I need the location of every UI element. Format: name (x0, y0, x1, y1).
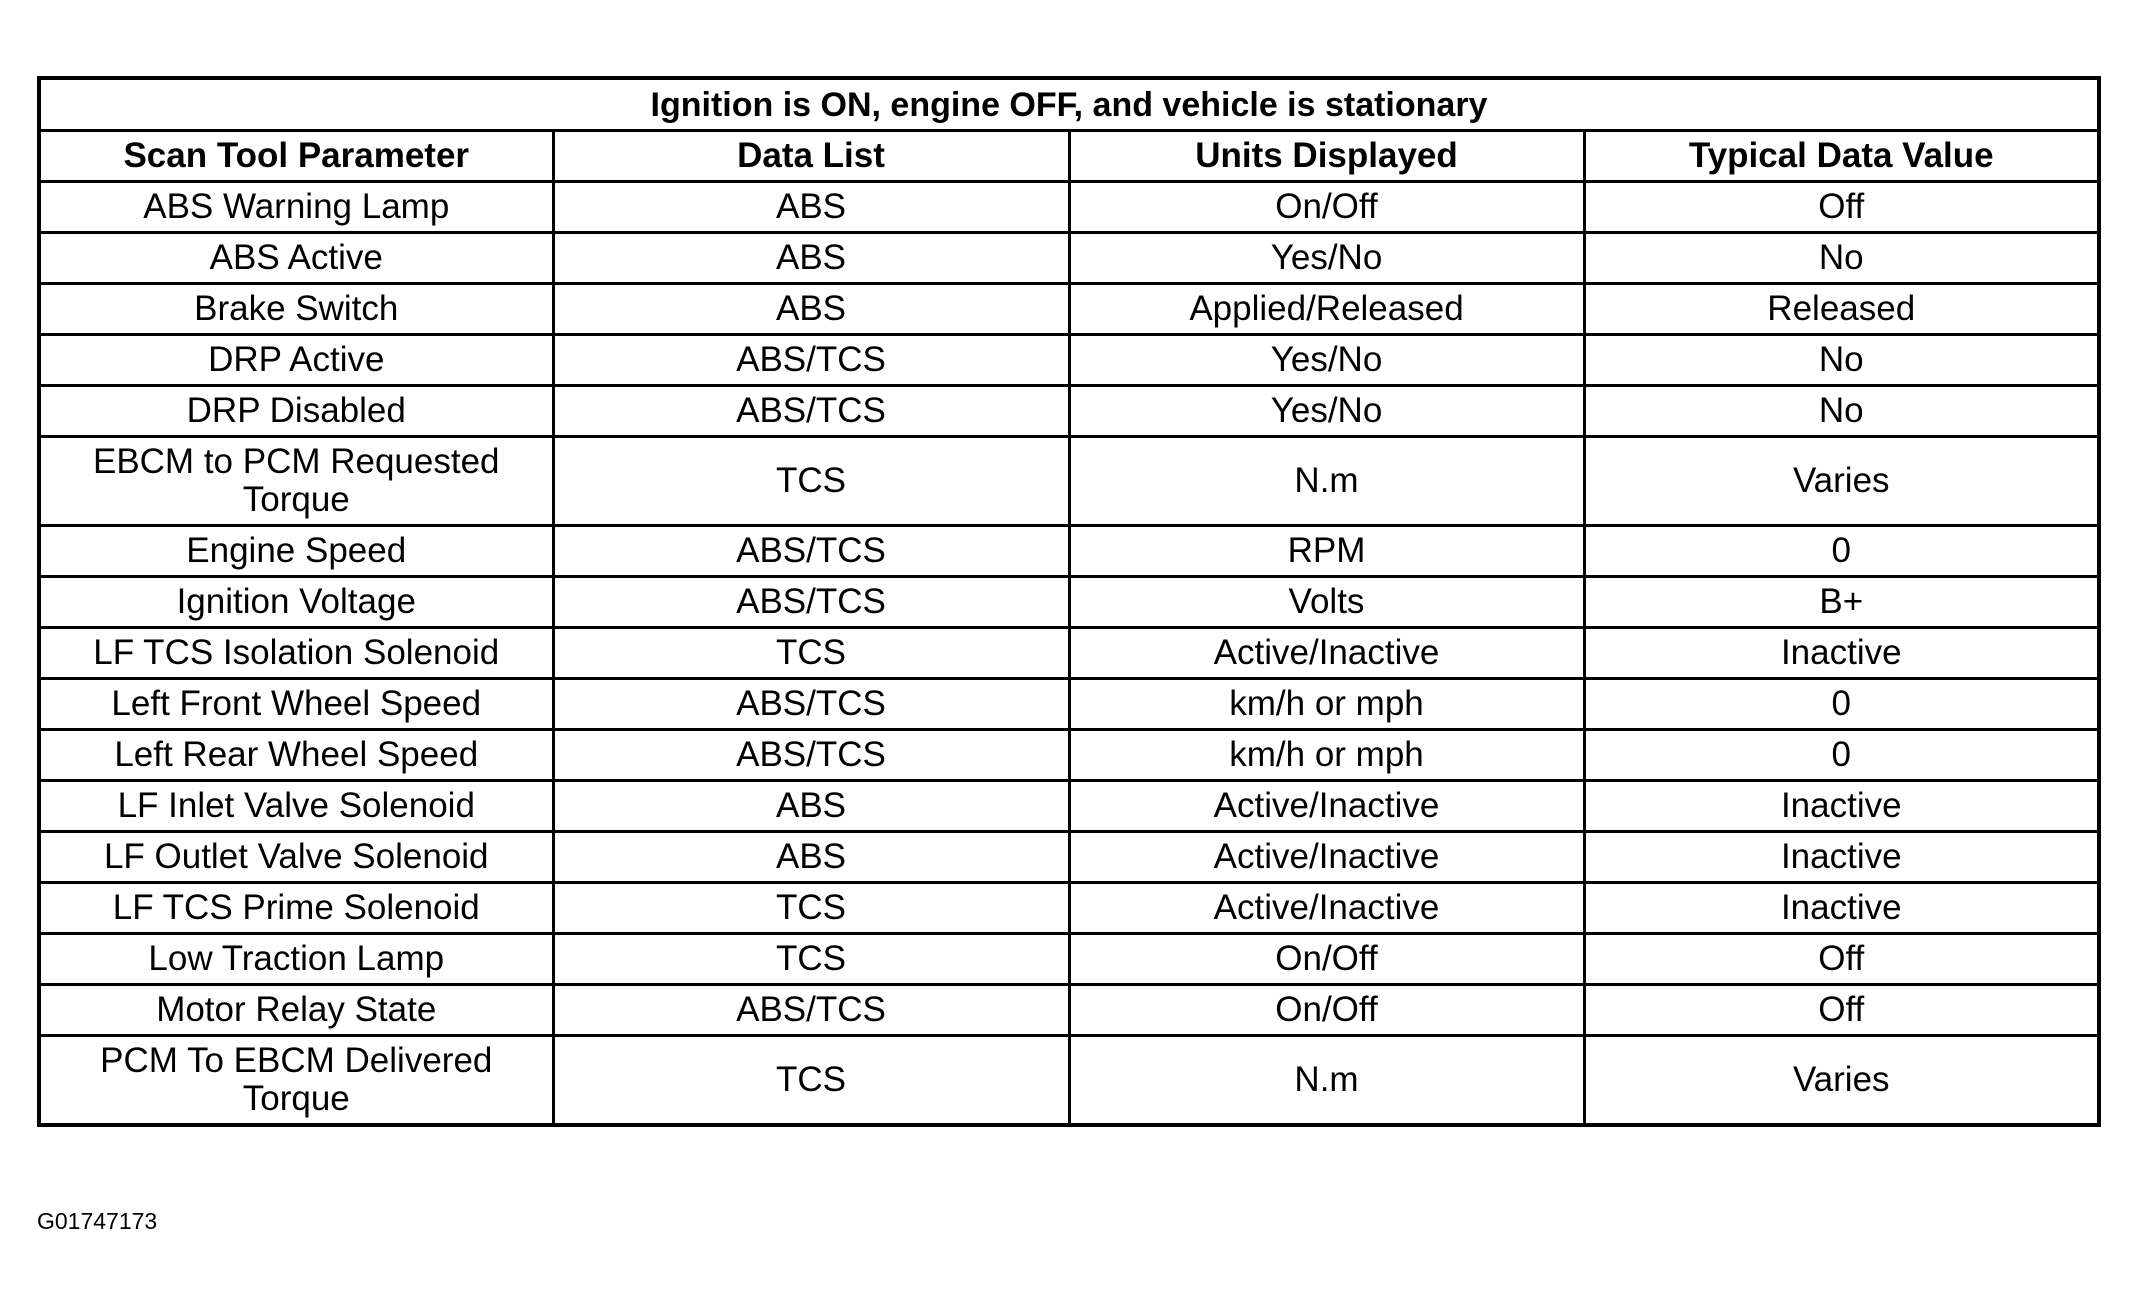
cell-data-list: ABS/TCS (553, 985, 1069, 1036)
cell-data-list: ABS (553, 781, 1069, 832)
cell-typical-value: Varies (1584, 437, 2099, 526)
cell-data-list: TCS (553, 1036, 1069, 1126)
cell-units: Yes/No (1069, 386, 1584, 437)
cell-parameter: DRP Disabled (39, 386, 553, 437)
scan-tool-data-table (37, 76, 2101, 1127)
cell-typical-value: Off (1584, 985, 2099, 1036)
figure-id: G01747173 (37, 1208, 158, 1234)
cell-parameter: ABS Active (39, 233, 553, 284)
cell-units: Active/Inactive (1069, 781, 1584, 832)
cell-data-list: ABS/TCS (553, 335, 1069, 386)
table-row (39, 335, 2099, 386)
cell-parameter: Motor Relay State (39, 985, 553, 1036)
column-header-typical-value: Typical Data Value (1584, 131, 2099, 182)
table-row (39, 1036, 2099, 1126)
cell-parameter: Left Front Wheel Speed (39, 679, 553, 730)
cell-data-list: ABS (553, 233, 1069, 284)
cell-typical-value: 0 (1584, 730, 2099, 781)
table-row (39, 386, 2099, 437)
table-row (39, 628, 2099, 679)
cell-data-list: TCS (553, 883, 1069, 934)
table-row (39, 679, 2099, 730)
table-row (39, 284, 2099, 335)
column-header-parameter: Scan Tool Parameter (39, 131, 553, 182)
table-header-row (39, 131, 2099, 182)
cell-typical-value: Inactive (1584, 883, 2099, 934)
cell-parameter: ABS Warning Lamp (39, 182, 553, 233)
table-row (39, 781, 2099, 832)
cell-typical-value: 0 (1584, 679, 2099, 730)
cell-parameter: LF Outlet Valve Solenoid (39, 832, 553, 883)
cell-units: Volts (1069, 577, 1584, 628)
cell-units: On/Off (1069, 985, 1584, 1036)
cell-parameter: LF TCS Isolation Solenoid (39, 628, 553, 679)
cell-data-list: ABS (553, 832, 1069, 883)
cell-typical-value: B+ (1584, 577, 2099, 628)
table-row (39, 526, 2099, 577)
cell-parameter: EBCM to PCM Requested Torque (39, 437, 553, 526)
table-body (39, 182, 2099, 1126)
cell-units: Active/Inactive (1069, 883, 1584, 934)
cell-data-list: TCS (553, 934, 1069, 985)
cell-data-list: ABS/TCS (553, 577, 1069, 628)
cell-typical-value: Off (1584, 182, 2099, 233)
table-title-row (39, 78, 2099, 131)
table-row (39, 182, 2099, 233)
cell-data-list: TCS (553, 437, 1069, 526)
cell-data-list: TCS (553, 628, 1069, 679)
table-row (39, 437, 2099, 526)
cell-units: Yes/No (1069, 233, 1584, 284)
cell-units: RPM (1069, 526, 1584, 577)
cell-parameter: LF Inlet Valve Solenoid (39, 781, 553, 832)
column-header-units: Units Displayed (1069, 131, 1584, 182)
cell-typical-value: Inactive (1584, 781, 2099, 832)
cell-data-list: ABS (553, 182, 1069, 233)
cell-typical-value: No (1584, 335, 2099, 386)
cell-typical-value: Inactive (1584, 628, 2099, 679)
cell-data-list: ABS/TCS (553, 386, 1069, 437)
cell-typical-value: 0 (1584, 526, 2099, 577)
cell-units: Yes/No (1069, 335, 1584, 386)
cell-typical-value: Released (1584, 284, 2099, 335)
cell-parameter: Ignition Voltage (39, 577, 553, 628)
cell-units: km/h or mph (1069, 730, 1584, 781)
cell-parameter: LF TCS Prime Solenoid (39, 883, 553, 934)
cell-typical-value: No (1584, 233, 2099, 284)
table-title: Ignition is ON, engine OFF, and vehicle is stationary (39, 78, 2099, 131)
cell-typical-value: Varies (1584, 1036, 2099, 1126)
table-row (39, 832, 2099, 883)
cell-units: On/Off (1069, 934, 1584, 985)
table-row (39, 985, 2099, 1036)
cell-units: N.m (1069, 1036, 1584, 1126)
cell-parameter: DRP Active (39, 335, 553, 386)
cell-data-list: ABS/TCS (553, 526, 1069, 577)
cell-units: On/Off (1069, 182, 1584, 233)
table-row (39, 577, 2099, 628)
cell-units: Active/Inactive (1069, 628, 1584, 679)
cell-data-list: ABS (553, 284, 1069, 335)
cell-parameter: PCM To EBCM Delivered Torque (39, 1036, 553, 1126)
cell-parameter: Brake Switch (39, 284, 553, 335)
cell-typical-value: Off (1584, 934, 2099, 985)
table-row (39, 730, 2099, 781)
table-row (39, 934, 2099, 985)
cell-units: N.m (1069, 437, 1584, 526)
cell-parameter: Left Rear Wheel Speed (39, 730, 553, 781)
scan-tool-table-container (37, 76, 2097, 1127)
cell-typical-value: Inactive (1584, 832, 2099, 883)
cell-data-list: ABS/TCS (553, 730, 1069, 781)
cell-units: km/h or mph (1069, 679, 1584, 730)
cell-typical-value: No (1584, 386, 2099, 437)
cell-units: Applied/Released (1069, 284, 1584, 335)
cell-parameter: Engine Speed (39, 526, 553, 577)
table-row (39, 233, 2099, 284)
cell-parameter: Low Traction Lamp (39, 934, 553, 985)
table-row (39, 883, 2099, 934)
cell-units: Active/Inactive (1069, 832, 1584, 883)
cell-data-list: ABS/TCS (553, 679, 1069, 730)
column-header-data-list: Data List (553, 131, 1069, 182)
